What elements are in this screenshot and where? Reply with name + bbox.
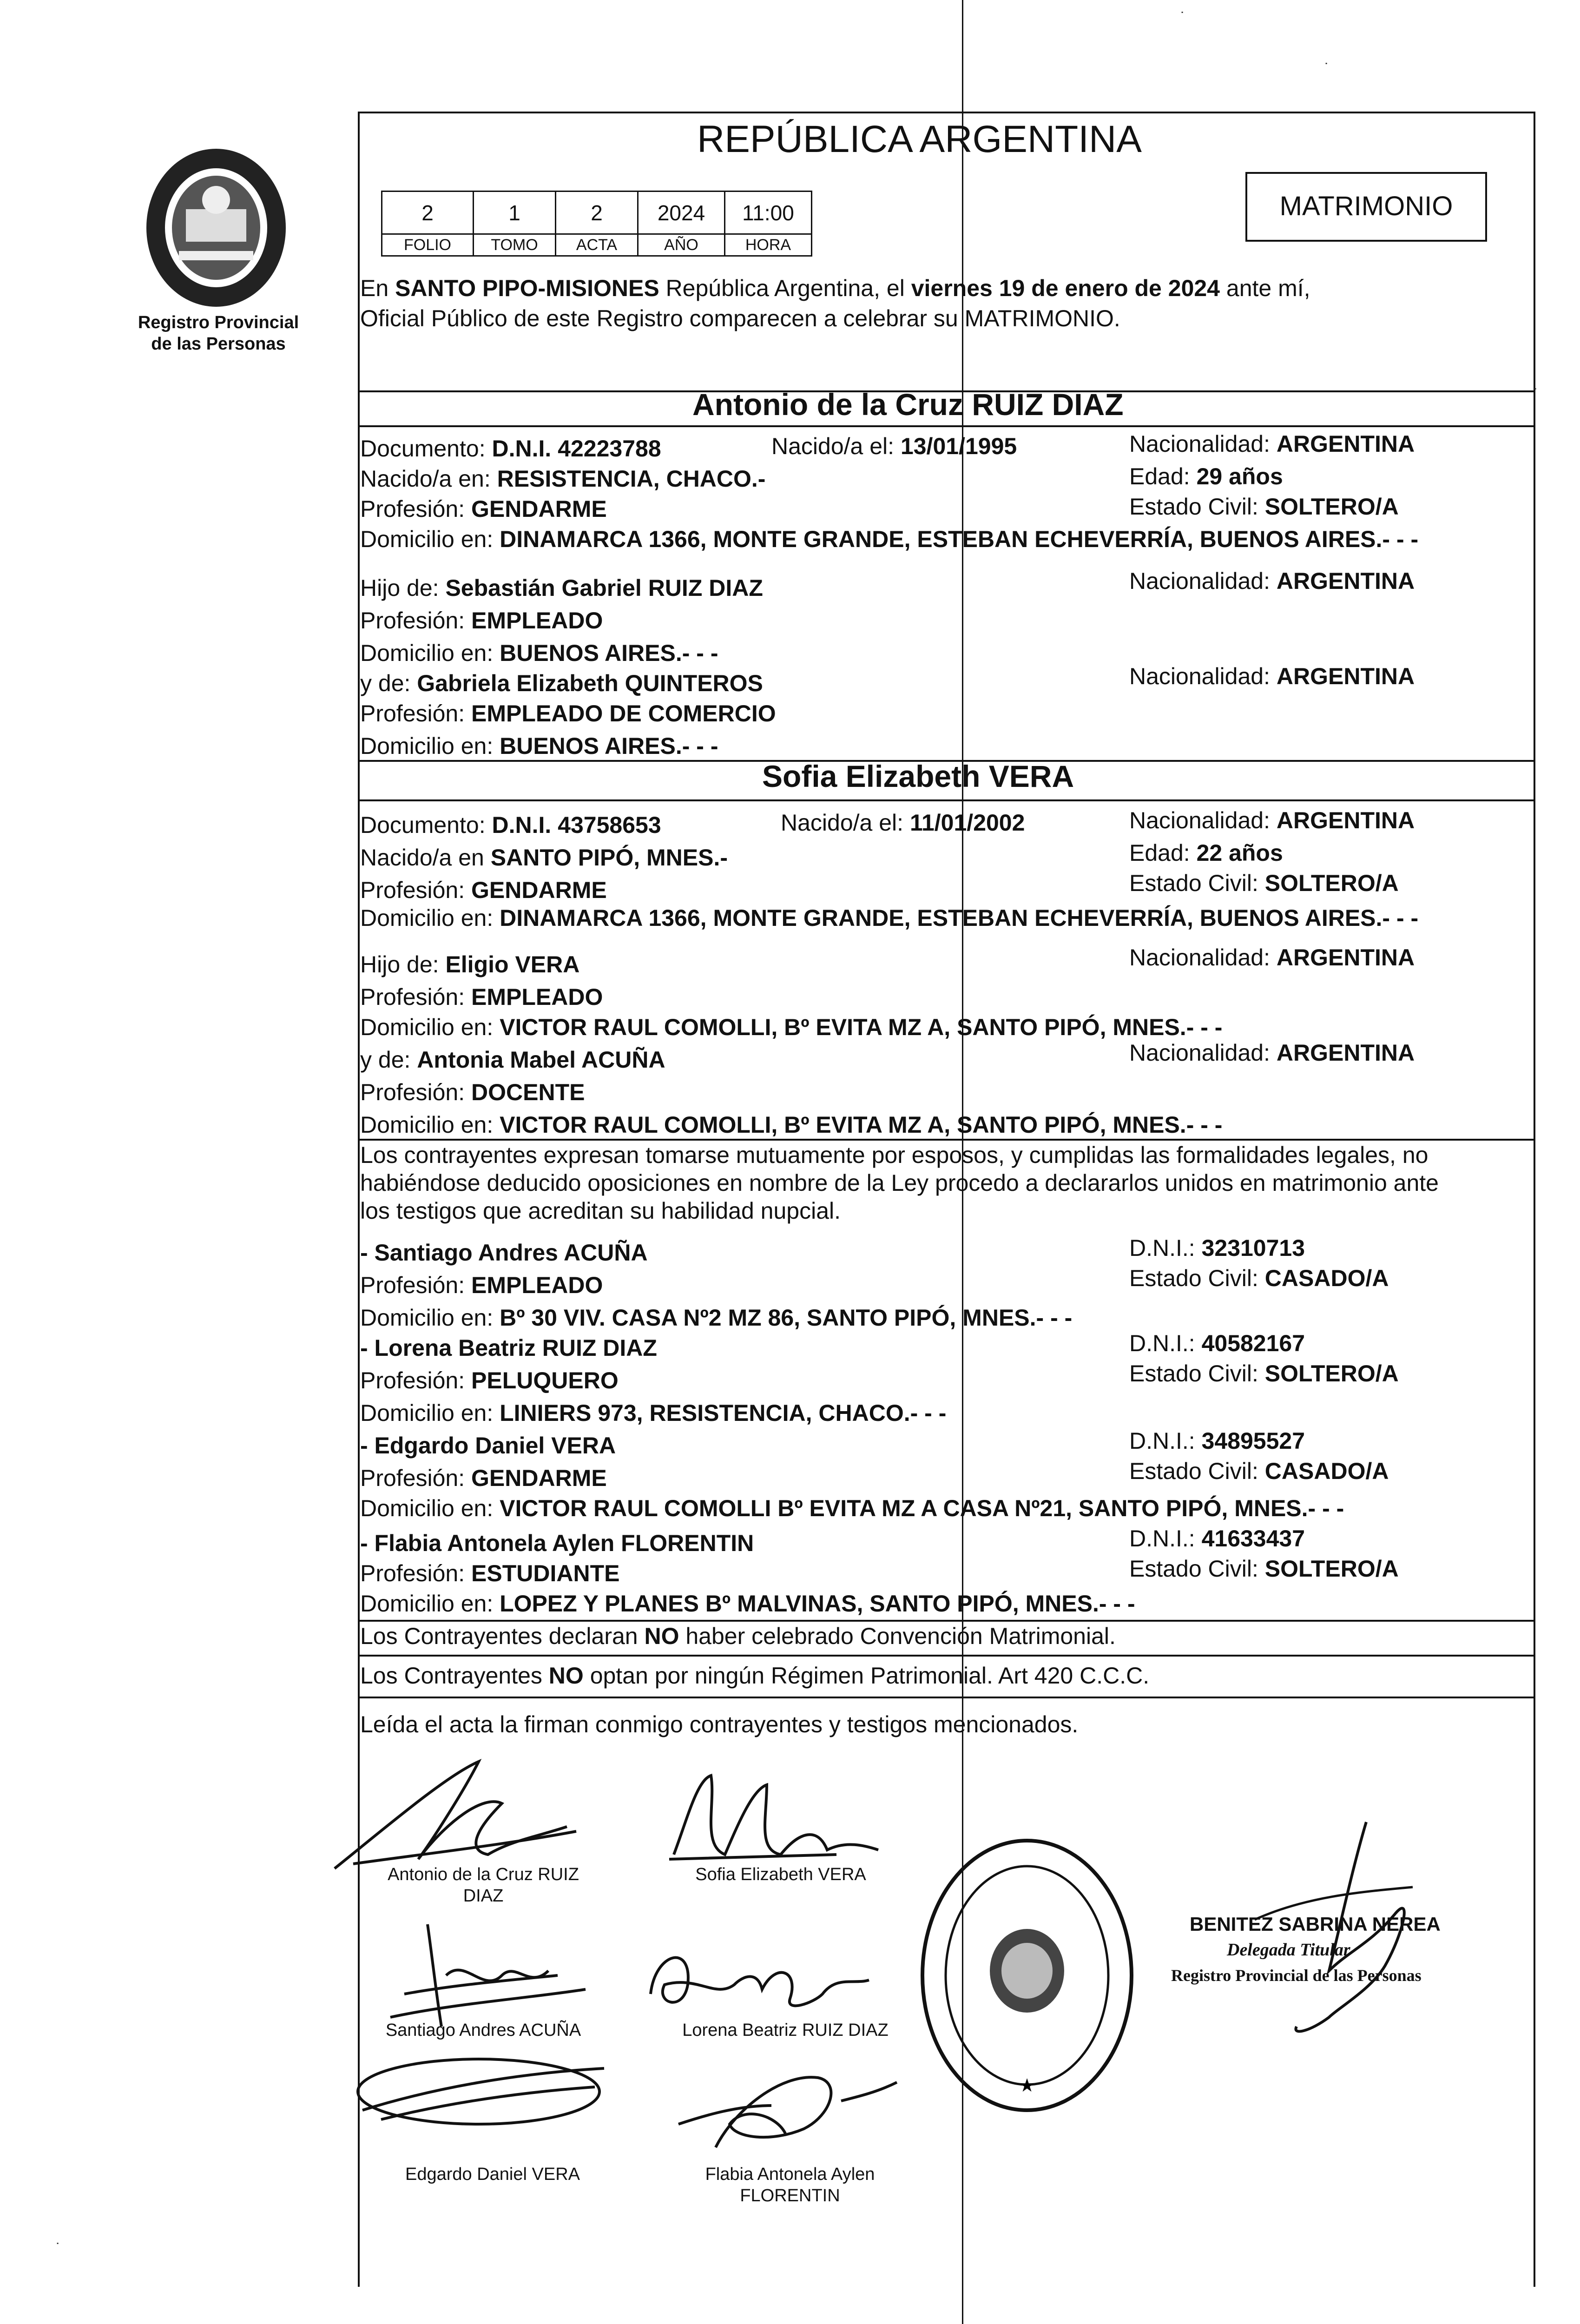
spouse1-mother-nationality: Nacionalidad: ARGENTINA xyxy=(1129,663,1415,689)
spouse2-father-address: Domicilio en: VICTOR RAUL COMOLLI, Bº EVITA MZ A, SANTO PIPÓ, MNES.- - - xyxy=(360,1014,1223,1040)
declaration-line2: habiéndose deducido oposiciones en nombre de la Ley procedo a declararlos unidos en matrimonio ante xyxy=(360,1170,1439,1196)
declaration-line1: Los contrayentes expresan tomarse mutuamente por esposos, y cumplidas las formalidades legales, no xyxy=(360,1142,1429,1168)
tomo-label: TOMO xyxy=(473,233,556,257)
spouse1-age: Edad: 29 años xyxy=(1129,463,1283,489)
signature-lorena xyxy=(637,1924,878,2027)
spouse1-father: Hijo de: Sebastián Gabriel RUIZ DIAZ xyxy=(360,575,763,601)
spouse1-mother: y de: Gabriela Elizabeth QUINTEROS xyxy=(360,670,763,696)
spouse2-address: Domicilio en: DINAMARCA 1366, MONTE GRANDE, ESTEBAN ECHEVERRÍA, BUENOS AIRES.- - - xyxy=(360,905,1419,931)
signature-edgardo xyxy=(344,2045,623,2147)
spouse1-father-profession: Profesión: EMPLEADO xyxy=(360,607,603,634)
note-regime: Los Contrayentes NO optan por ningún Régimen Patrimonial. Art 420 C.C.C. xyxy=(360,1663,1150,1689)
divider xyxy=(358,425,1535,427)
acta-value: 2 xyxy=(555,191,639,235)
official-stamp-line2: Delegada Titular xyxy=(1227,1940,1350,1960)
witness3-civil-status: Estado Civil: CASADO/A xyxy=(1129,1458,1389,1484)
hour-label: HORA xyxy=(724,233,812,257)
scan-speck: ˙ xyxy=(1324,60,1330,78)
spouse2-mother-profession: Profesión: DOCENTE xyxy=(360,1079,585,1105)
spouse1-mother-profession: Profesión: EMPLEADO DE COMERCIO xyxy=(360,700,776,726)
official-stamp-line1: BENITEZ SABRINA NEREA xyxy=(1190,1913,1441,1935)
spouse1-birthdate: Nacido/a el: 13/01/1995 xyxy=(771,433,1017,459)
spouse2-father: Hijo de: Eligio VERA xyxy=(360,951,580,977)
witness1-address: Domicilio en: Bº 30 VIV. CASA Nº2 MZ 86, SANTO PIPÓ, MNES.- - - xyxy=(360,1305,1073,1331)
right-frame-line xyxy=(1534,112,1535,2287)
witness3-profession: Profesión: GENDARME xyxy=(360,1465,607,1491)
witness3-dni: D.N.I.: 34895527 xyxy=(1129,1428,1305,1454)
scan-speck: ˙ xyxy=(56,2240,61,2258)
witness2-profession: Profesión: PELUQUERO xyxy=(360,1367,619,1393)
spouse2-mother-nationality: Nacionalidad: ARGENTINA xyxy=(1129,1040,1415,1066)
spouse1-name: Antonio de la Cruz RUIZ DIAZ xyxy=(692,387,1124,422)
witness3-name: - Edgardo Daniel VERA xyxy=(360,1433,616,1459)
scan-speck: ˙ xyxy=(1180,9,1186,27)
spouse2-nationality: Nacionalidad: ARGENTINA xyxy=(1129,807,1415,833)
spouse1-profession: Profesión: GENDARME xyxy=(360,496,607,522)
spouse1-father-address: Domicilio en: BUENOS AIRES.- - - xyxy=(360,640,718,666)
witness4-name: - Flabia Antonela Aylen FLORENTIN xyxy=(360,1530,754,1556)
divider xyxy=(358,799,1535,801)
spouse2-birthdate: Nacido/a el: 11/01/2002 xyxy=(781,810,1025,836)
witness1-dni: D.N.I.: 32310713 xyxy=(1129,1235,1305,1261)
witness1-civil-status: Estado Civil: CASADO/A xyxy=(1129,1265,1389,1291)
divider xyxy=(358,1655,1535,1657)
signature-caption-4: Lorena Beatriz RUIZ DIAZ xyxy=(682,2020,889,2040)
spouse2-mother: y de: Antonia Mabel ACUÑA xyxy=(360,1047,665,1073)
declaration-line3: los testigos que acreditan su habilidad nupcial. xyxy=(360,1198,841,1224)
spouse1-birthplace: Nacido/a en: RESISTENCIA, CHACO.- xyxy=(360,466,766,492)
intro-line2: Oficial Público de este Registro comparecen a celebrar su MATRIMONIO. xyxy=(360,305,1120,331)
witness4-profession: Profesión: ESTUDIANTE xyxy=(360,1560,620,1586)
document-title: REPÚBLICA ARGENTINA xyxy=(697,118,1142,160)
spouse1-mother-address: Domicilio en: BUENOS AIRES.- - - xyxy=(360,733,718,759)
spouse1-civil-status: Estado Civil: SOLTERO/A xyxy=(1129,494,1399,520)
signature-caption-3: Santiago Andres ACUÑA xyxy=(385,2020,581,2040)
spouse2-name: Sofia Elizabeth VERA xyxy=(762,759,1074,793)
signature-caption-6-line1: Flabia Antonela Aylen xyxy=(705,2165,875,2184)
spouse2-father-nationality: Nacionalidad: ARGENTINA xyxy=(1129,944,1415,971)
spouse2-mother-address: Domicilio en: VICTOR RAUL COMOLLI, Bº EVITA MZ A, SANTO PIPÓ, MNES.- - - xyxy=(360,1112,1223,1138)
signature-santiago xyxy=(362,1910,595,2036)
witness2-address: Domicilio en: LINIERS 973, RESISTENCIA, CHACO.- - - xyxy=(360,1400,947,1426)
spouse1-address: Domicilio en: DINAMARCA 1366, MONTE GRANDE, ESTEBAN ECHEVERRÍA, BUENOS AIRES.- - - xyxy=(360,526,1419,552)
year-value: 2024 xyxy=(637,191,725,235)
registry-label-line2: de las Personas xyxy=(151,334,286,354)
witness3-address: Domicilio en: VICTOR RAUL COMOLLI Bº EVITA MZ A CASA Nº21, SANTO PIPÓ, MNES.- - - xyxy=(360,1495,1344,1521)
spouse2-civil-status: Estado Civil: SOLTERO/A xyxy=(1129,870,1399,896)
signature-caption-6-line2: FLORENTIN xyxy=(740,2186,840,2205)
spouse2-birthplace: Nacido/a en SANTO PIPÓ, MNES.- xyxy=(360,845,728,871)
tomo-value: 1 xyxy=(473,191,556,235)
signature-caption-2: Sofia Elizabeth VERA xyxy=(695,1865,866,1884)
divider xyxy=(358,1620,1535,1622)
witness4-civil-status: Estado Civil: SOLTERO/A xyxy=(1129,1556,1399,1582)
witness1-name: - Santiago Andres ACUÑA xyxy=(360,1240,648,1266)
divider xyxy=(358,1697,1535,1698)
left-frame-line xyxy=(358,112,360,2287)
spouse2-profession: Profesión: GENDARME xyxy=(360,877,607,903)
witness2-dni: D.N.I.: 40582167 xyxy=(1129,1330,1305,1356)
spouse2-document: Documento: D.N.I. 43758653 xyxy=(360,812,661,838)
spouse1-father-nationality: Nacionalidad: ARGENTINA xyxy=(1129,568,1415,594)
folio-label: FOLIO xyxy=(381,233,474,257)
spouse1-document: Documento: D.N.I. 42223788 xyxy=(360,436,661,462)
top-frame-line xyxy=(358,112,1535,113)
delegation-round-seal xyxy=(915,1831,1139,2119)
year-label: AÑO xyxy=(637,233,725,257)
witness4-address: Domicilio en: LOPEZ Y PLANES Bº MALVINAS, SANTO PIPÓ, MNES.- - - xyxy=(360,1591,1135,1617)
witness2-name: - Lorena Beatriz RUIZ DIAZ xyxy=(360,1335,657,1361)
signature-caption-5: Edgardo Daniel VERA xyxy=(405,2165,580,2184)
hour-value: 11:00 xyxy=(724,191,812,235)
intro-line1: En SANTO PIPO-MISIONES República Argentina, el viernes 19 de enero de 2024 ante mí, xyxy=(360,275,1310,301)
provincial-registry-logo xyxy=(135,139,297,316)
acta-label: ACTA xyxy=(555,233,639,257)
svg-text:★: ★ xyxy=(1019,2075,1035,2096)
signature-caption-1-line1: Antonio de la Cruz RUIZ xyxy=(388,1865,579,1884)
registry-label-line1: Registro Provincial xyxy=(138,313,299,332)
closing-statement: Leída el acta la firman conmigo contrayentes y testigos mencionados. xyxy=(360,1711,1079,1737)
divider xyxy=(358,1139,1535,1141)
note-convention: Los Contrayentes declaran NO haber celebrado Convención Matrimonial. xyxy=(360,1623,1116,1649)
signature-flabia xyxy=(665,2054,906,2157)
witness4-dni: D.N.I.: 41633437 xyxy=(1129,1525,1305,1552)
folio-value: 2 xyxy=(381,191,474,235)
witness1-profession: Profesión: EMPLEADO xyxy=(360,1272,603,1298)
spouse2-father-profession: Profesión: EMPLEADO xyxy=(360,984,603,1010)
spouse2-age: Edad: 22 años xyxy=(1129,840,1283,866)
witness2-civil-status: Estado Civil: SOLTERO/A xyxy=(1129,1360,1399,1386)
signature-caption-1-line2: DIAZ xyxy=(463,1886,504,1906)
spouse1-nationality: Nacionalidad: ARGENTINA xyxy=(1129,431,1415,457)
official-stamp-line3: Registro Provincial de las Personas xyxy=(1171,1966,1422,1985)
signature-sofia xyxy=(660,1762,883,1873)
scan-speck: ˙ xyxy=(1534,386,1539,403)
act-type-box: MATRIMONIO xyxy=(1245,172,1487,242)
